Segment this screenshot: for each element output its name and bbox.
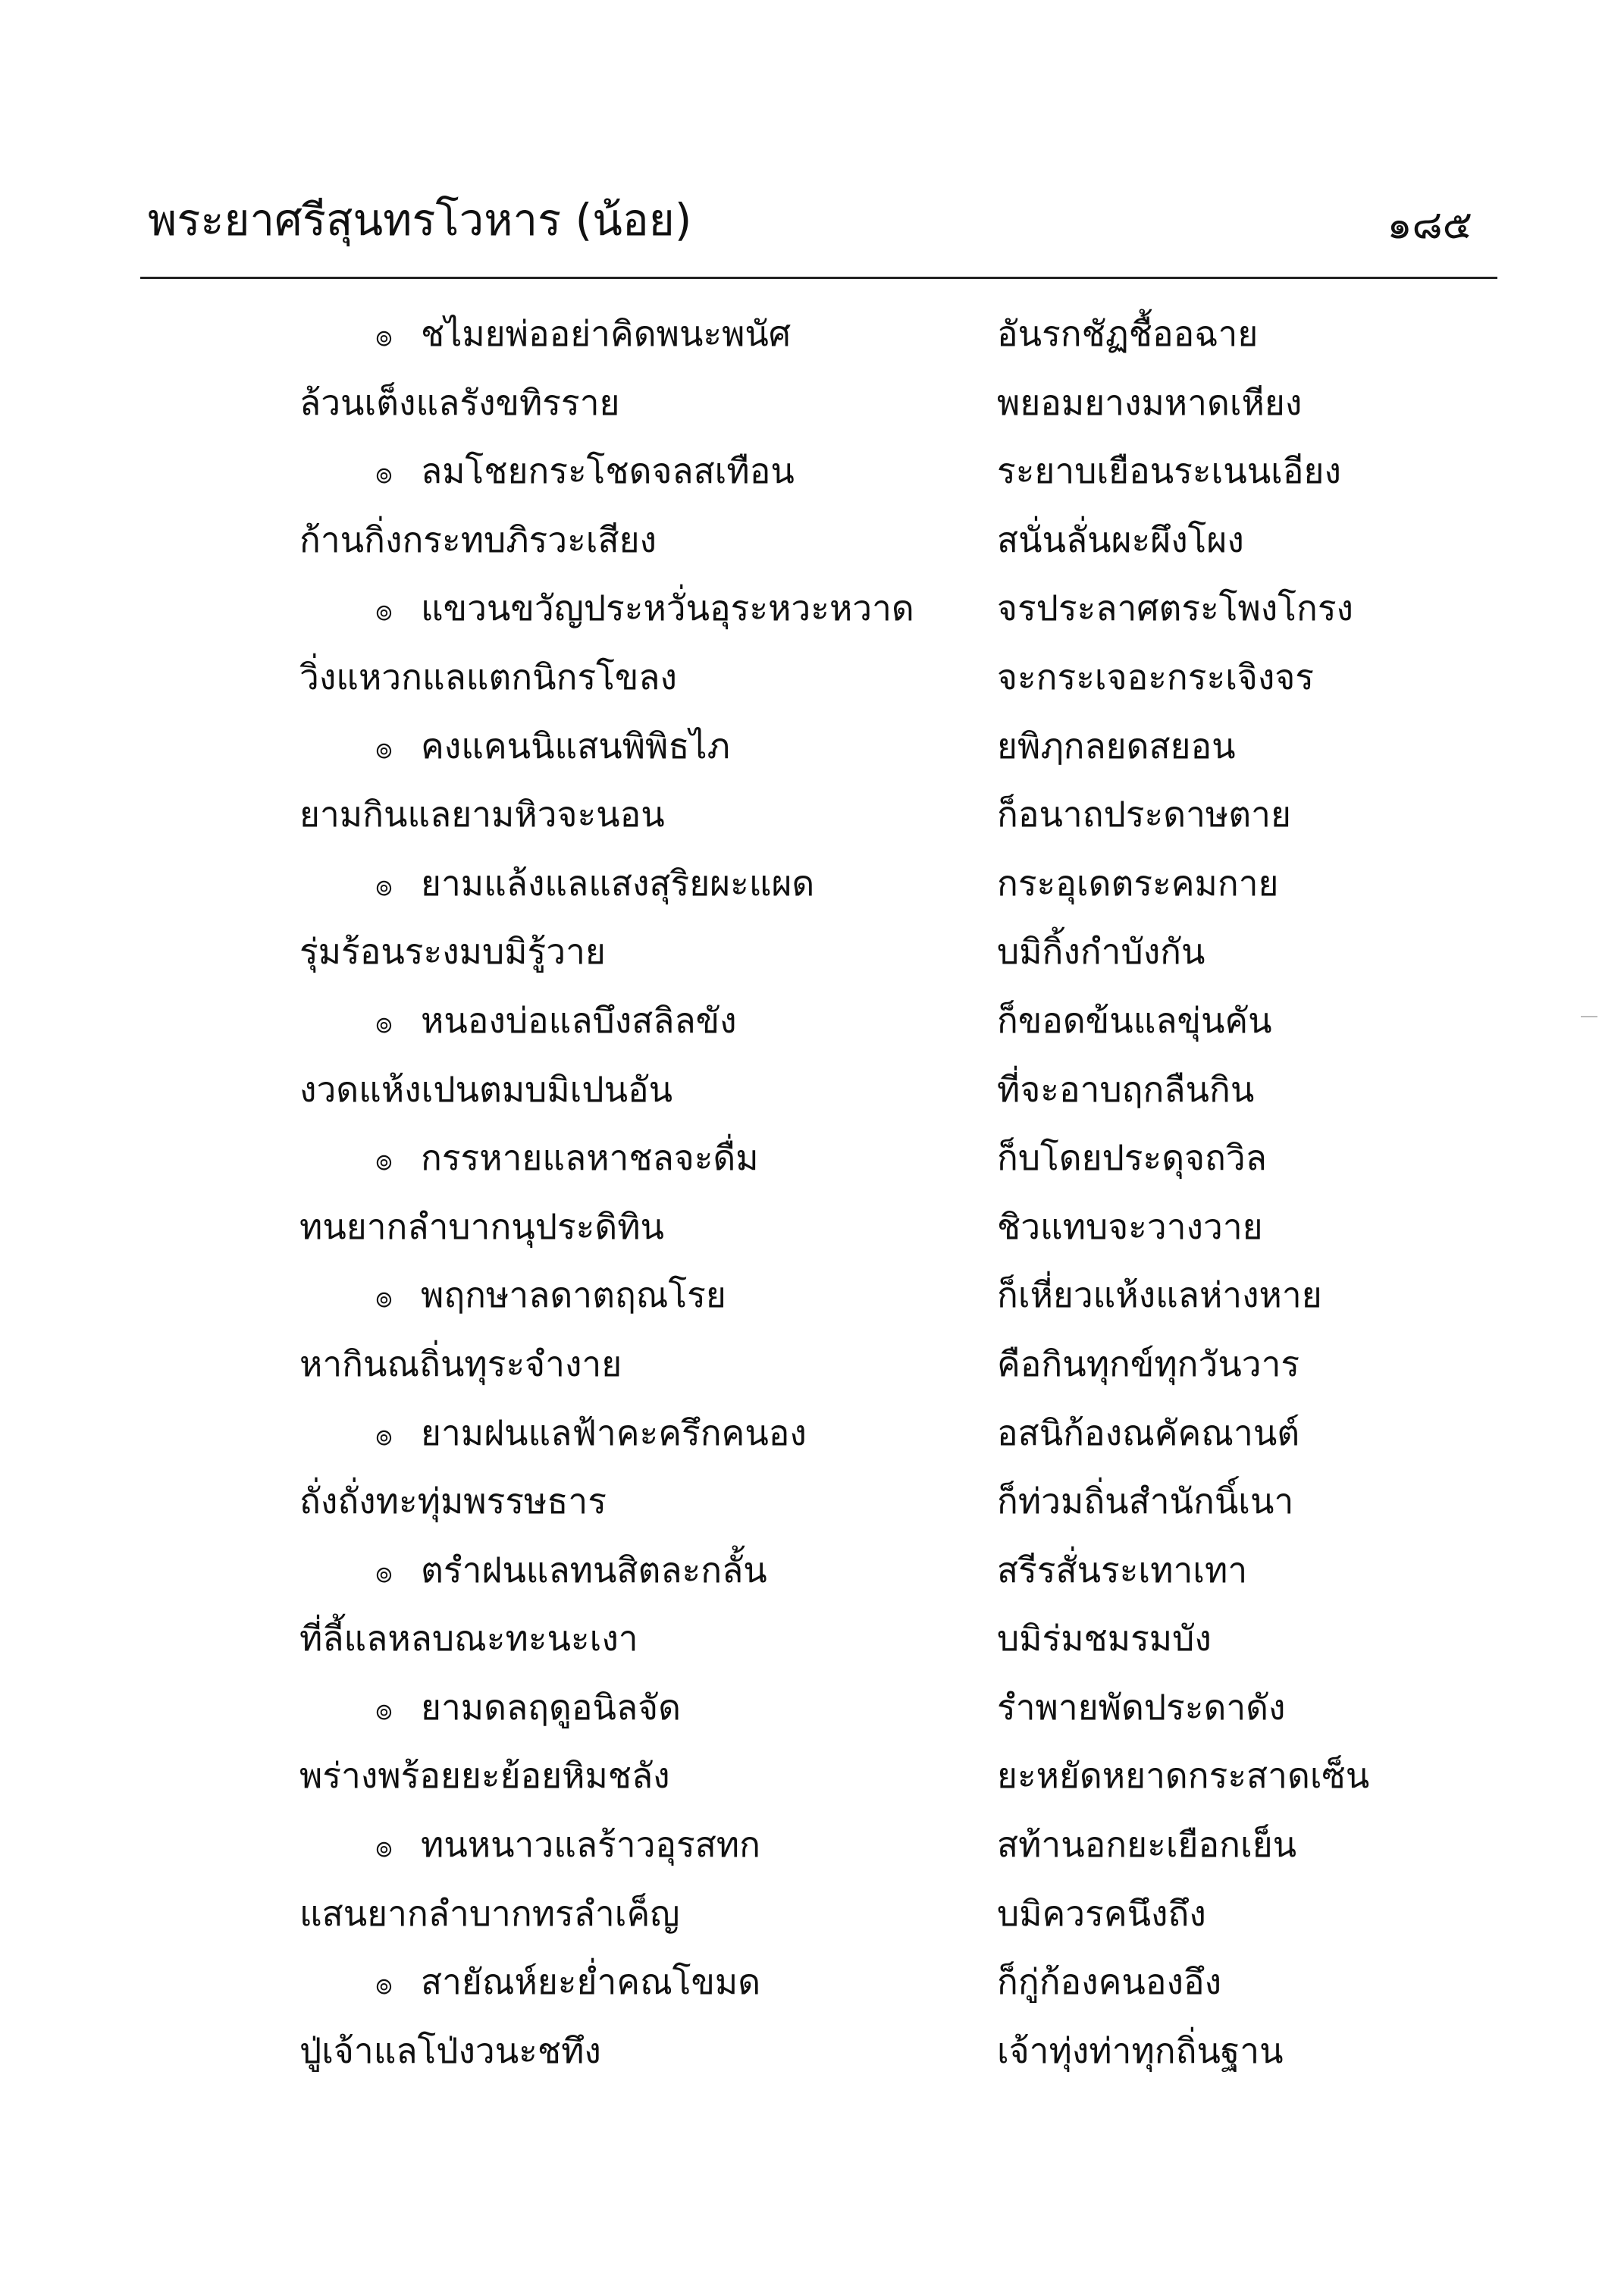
verse-left-text: คงแคนนิแสนพิพิธไภ (421, 725, 730, 766)
verse-marker-icon: ๏ (375, 1005, 393, 1039)
verse-left-hemistich (299, 1055, 672, 1123)
verse-left-hemistich (299, 2017, 601, 2085)
verse-line (0, 643, 1624, 712)
verse-right-hemistich: จะกระเจอะกระเจิงจร (997, 656, 1314, 697)
verse-line (0, 1123, 1624, 1192)
verse-left-hemistich (296, 1810, 760, 1881)
verse-line (0, 1604, 1624, 1673)
verse-marker-icon: ๏ (375, 1280, 393, 1315)
verse-left-hemistich (296, 1123, 759, 1194)
verse-right-hemistich: คือกินทุกข์ทุกวันวาร (997, 1343, 1300, 1384)
verse-line (0, 1261, 1624, 1330)
verse-left-text: แขวนขวัญประหวั่นอุระหวะหวาด (421, 588, 914, 629)
verse-left-text: หนองบ่อแลบึงสลิลขัง (421, 999, 737, 1041)
verse-line (0, 2017, 1624, 2086)
verse-left-hemistich (296, 1948, 760, 2018)
verse-line (0, 299, 1624, 368)
verse-left-hemistich (299, 780, 665, 848)
verse-left-hemistich (299, 643, 677, 711)
verse-left-hemistich (299, 917, 606, 986)
verse-left-hemistich (299, 1192, 664, 1261)
verse-right-hemistich: ก็กู่ก้องคนองอึง (997, 1961, 1222, 2003)
verse-left-hemistich (299, 368, 620, 437)
verse-left-hemistich (296, 986, 737, 1057)
verse-line (0, 368, 1624, 437)
verse-left-hemistich (296, 1536, 767, 1606)
verse-line (0, 1810, 1624, 1879)
verse-marker-icon: ๏ (375, 1692, 393, 1726)
verse-right-hemistich: ก็เหี่ยวแห้งแลห่างหาย (997, 1274, 1322, 1316)
verse-left-hemistich (296, 1399, 807, 1469)
verse-left-text: ก้านกิ่งกระทบภิรวะเสียง (299, 519, 657, 560)
verse-marker-icon: ๏ (375, 594, 393, 628)
verse-left-text: ถั่งถั่งทะทุ่มพรรษธาร (299, 1481, 607, 1522)
verse-left-text: หากินณถิ่นทุระจำงาย (299, 1343, 622, 1384)
verse-right-hemistich: ก็ท่วมถิ่นสำนักนิ์เนา (997, 1481, 1294, 1522)
verse-line (0, 1673, 1624, 1742)
verse-right-hemistich: ก็ขอดข้นแลขุ่นคัน (997, 999, 1272, 1041)
verse-marker-icon: ๏ (375, 1967, 393, 2001)
verse-right-hemistich: บมิร่มชมรมบัง (997, 1618, 1212, 1659)
verse-left-text: ทนหนาวแลร้าวอุรสทก (421, 1824, 760, 1866)
verse-marker-icon: ๏ (375, 731, 393, 765)
verse-left-text: ปู่เจ้าแลโป่งวนะชทึง (299, 2029, 601, 2071)
verse-right-hemistich: อันรกชัฏชื้ออฉาย (997, 313, 1259, 354)
verse-left-text: ชไมยพ่ออย่าคิดพนะพนัศ (421, 313, 792, 354)
verse-line (0, 1467, 1624, 1536)
verse-line (0, 1192, 1624, 1261)
verse-left-text: พร่างพร้อยยะย้อยหิมชลัง (299, 1755, 670, 1797)
verse-marker-icon: ๏ (375, 1555, 393, 1589)
verse-left-hemistich (296, 437, 795, 507)
verse-list (0, 299, 1624, 2085)
verse-left-hemistich (296, 1673, 681, 1744)
verse-line (0, 506, 1624, 575)
verse-left-hemistich (299, 1879, 679, 1948)
verse-left-hemistich (299, 506, 657, 574)
verse-right-hemistich: สนั่นลั่นผะผึงโผง (997, 519, 1244, 560)
verse-right-hemistich: ที่จะอาบฤกลืนกิน (997, 1068, 1255, 1110)
verse-left-text: ทนยากลำบากนุประดิทิน (299, 1205, 665, 1247)
verse-left-text: สายัณห์ยะย่ำคณโขมด (421, 1961, 761, 2003)
verse-right-hemistich: เจ้าทุ่งท่าทุกถิ่นฐาน (997, 2029, 1284, 2071)
verse-left-text: ตรำฝนแลทนสิตละกลั้น (421, 1549, 767, 1590)
verse-line (0, 1741, 1624, 1810)
verse-left-text: รุ่มร้อนระงมบมิรู้วาย (299, 931, 606, 973)
page-number: ๑๘๕ (1387, 202, 1472, 248)
page-title: พระยาศรีสุนทรโวหาร (น้อย) (148, 194, 692, 246)
verse-line (0, 437, 1624, 506)
verse-left-hemistich (299, 1604, 638, 1672)
verse-left-text: ยามแล้งแลแสงสุริยผะแผด (421, 862, 815, 904)
verse-left-text: ยามฝนแลฟ้าคะครึกคนอง (421, 1412, 807, 1453)
verse-marker-icon: ๏ (375, 868, 393, 902)
verse-line (0, 1330, 1624, 1399)
verse-right-hemistich: ก็อนาถประดาษตาย (997, 794, 1291, 835)
verse-marker-icon: ๏ (375, 1418, 393, 1452)
verse-line (0, 1055, 1624, 1124)
verse-line (0, 574, 1624, 643)
verse-left-hemistich (296, 1261, 726, 1331)
verse-left-text: ที่ลี้แลหลบณะทะนะเงา (299, 1618, 638, 1659)
verse-line (0, 1948, 1624, 2017)
verse-left-hemistich (299, 1330, 622, 1398)
verse-right-hemistich: อสนิก้องณคัคณานต์ (997, 1412, 1300, 1453)
verse-left-hemistich (296, 712, 730, 782)
verse-right-hemistich: พยอมยางมหาดเหียง (997, 381, 1303, 423)
verse-right-hemistich: ยพิฦกลยดสยอน (997, 725, 1236, 766)
verse-right-hemistich: ชิวแทบจะวางวาย (997, 1205, 1263, 1247)
verse-left-text: ยามดลฤดูอนิลจัด (421, 1686, 681, 1728)
verse-line (0, 986, 1624, 1055)
verse-right-hemistich: จรประลาศตระโพงโกรง (997, 588, 1353, 629)
verse-left-hemistich (299, 1741, 670, 1810)
verse-left-text: งวดแห้งเปนตมบมิเปนอัน (299, 1068, 673, 1110)
verse-line (0, 1879, 1624, 1948)
verse-right-hemistich: ก็บโดยประดุจถวิล (997, 1137, 1267, 1179)
verse-line (0, 849, 1624, 918)
verse-left-text: แสนยากลำบากทรลำเค็ญ (299, 1892, 680, 1934)
scan-mark (1581, 1016, 1597, 1017)
verse-left-hemistich (296, 574, 914, 644)
verse-left-text: ล้วนเต็งแลรังขทิรราย (299, 381, 620, 423)
verse-right-hemistich: ยะหยัดหยาดกระสาดเซ็น (997, 1755, 1370, 1797)
verse-marker-icon: ๏ (375, 1143, 393, 1177)
verse-right-hemistich: สรีรสั่นระเทาเทา (997, 1549, 1248, 1590)
verse-left-hemistich (296, 299, 791, 370)
verse-right-hemistich: สท้านอกยะเยือกเย็น (997, 1824, 1297, 1866)
verse-left-text: กรรหายแลหาชลจะดื่ม (421, 1137, 759, 1179)
verse-line (0, 712, 1624, 781)
verse-left-text: ยามกินแลยามหิวจะนอน (299, 794, 665, 835)
verse-marker-icon: ๏ (375, 1830, 393, 1864)
verse-line (0, 1399, 1624, 1468)
verse-marker-icon: ๏ (375, 319, 393, 353)
verse-marker-icon: ๏ (375, 456, 393, 490)
verse-right-hemistich: รำพายพัดประดาดัง (997, 1686, 1286, 1728)
verse-left-hemistich (299, 1467, 607, 1535)
verse-line (0, 1536, 1624, 1605)
verse-right-hemistich: บมิกิ้งกำบังกัน (997, 931, 1205, 973)
verse-line (0, 780, 1624, 849)
verse-right-hemistich: กระอุเดตระคมกาย (997, 862, 1279, 904)
verse-left-text: พฤกษาลดาตฤณโรย (421, 1274, 726, 1316)
verse-right-hemistich: บมิควรคนึงถึง (997, 1892, 1206, 1934)
verse-left-hemistich (296, 849, 814, 920)
verse-left-text: ลมโชยกระโชดจลสเทือน (421, 450, 795, 492)
header-rule (140, 277, 1497, 279)
verse-line (0, 917, 1624, 986)
verse-right-hemistich: ระยาบเยือนระเนนเอียง (997, 450, 1341, 492)
verse-left-text: วิ่งแหวกแลแตกนิกรโขลง (299, 656, 677, 697)
